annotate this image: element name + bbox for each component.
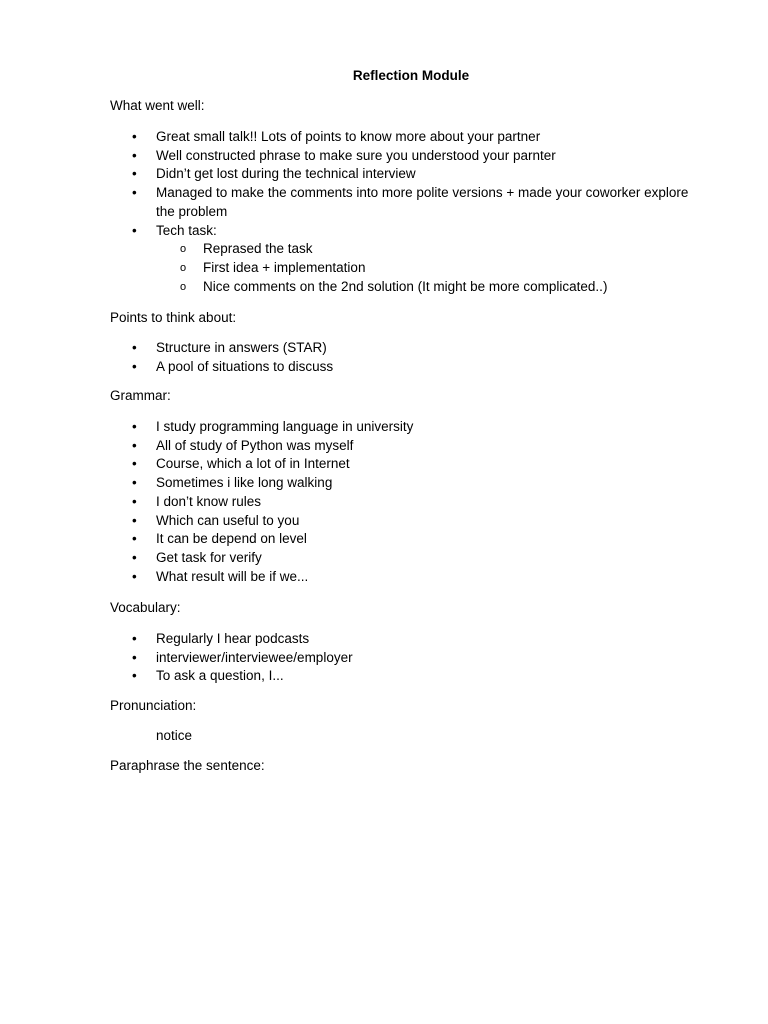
grammar-list xyxy=(110,418,690,586)
list-item: • Didn’t get lost during the technical interview xyxy=(110,165,690,184)
circle-bullet-icon: o xyxy=(180,243,187,256)
list-item: • Get task for verify xyxy=(110,549,690,568)
bullet-icon: • xyxy=(132,419,137,434)
section-heading-grammar: Grammar: xyxy=(110,388,171,403)
list-item: • interviewer/interviewee/employer xyxy=(110,649,690,668)
bullet-icon: • xyxy=(132,493,137,509)
sub-list-item: o Nice comments on the 2nd solution (It might be more complicated..) xyxy=(110,278,690,297)
bullet-icon: • xyxy=(132,358,137,374)
list-item: • Sometimes i like long walking xyxy=(110,474,690,493)
section-heading-think-about: Points to think about: xyxy=(110,310,237,325)
list-item: • Which can useful to you xyxy=(110,512,690,531)
bullet-icon: • xyxy=(132,185,137,201)
list-item: • A pool of situations to discuss xyxy=(110,358,690,377)
tech-task-sublist xyxy=(156,240,690,296)
bullet-icon: • xyxy=(132,649,137,665)
list-item: • Tech task: o Reprased the task o First idea + implementation o Nice comments on the 2nd solution (It might be more complicated..) xyxy=(110,222,690,297)
bullet-icon: • xyxy=(132,147,137,163)
section-heading-vocabulary: Vocabulary: xyxy=(110,600,181,615)
sub-list-item: o Reprased the task xyxy=(110,240,690,259)
bullet-icon: • xyxy=(132,437,137,453)
bullet-icon: • xyxy=(132,512,137,528)
bullet-icon: • xyxy=(132,475,137,491)
circle-bullet-icon: o xyxy=(180,280,187,293)
section-heading-pronunciation: Pronunciation: xyxy=(110,698,197,713)
list-item: • I don’t know rules xyxy=(110,493,690,512)
bullet-icon: • xyxy=(132,631,137,646)
list-item: • All of study of Python was myself xyxy=(110,437,690,456)
section-heading-paraphrase: Paraphrase the sentence: xyxy=(110,758,265,773)
list-item: • I study programming language in university xyxy=(110,418,690,437)
list-item: • Great small talk!! Lots of points to know more about your partner xyxy=(110,128,690,147)
bullet-icon: • xyxy=(132,531,137,547)
document-title: Reflection Module xyxy=(352,68,470,83)
bullet-icon: • xyxy=(132,340,137,355)
bullet-icon: • xyxy=(132,568,137,584)
bullet-icon: • xyxy=(132,668,137,684)
list-item: • Managed to make the comments into more polite versions + made your coworker explore the problem xyxy=(132,185,689,219)
went-well-list xyxy=(110,128,690,296)
bullet-icon: • xyxy=(132,456,137,472)
list-item: • To ask a question, I... xyxy=(110,667,690,686)
list-item: • Structure in answers (STAR) xyxy=(110,339,690,358)
bullet-icon: • xyxy=(132,549,137,565)
pronunciation-word: notice xyxy=(156,728,193,743)
bullet-icon: • xyxy=(132,166,137,182)
vocabulary-list xyxy=(110,630,690,686)
bullet-icon: • xyxy=(132,222,137,238)
list-item: • Well constructed phrase to make sure you understood your parnter xyxy=(110,147,690,166)
sub-list-item: o First idea + implementation xyxy=(110,259,690,278)
section-heading-went-well: What went well: xyxy=(110,98,205,113)
list-item: • Regularly I hear podcasts xyxy=(110,630,690,649)
circle-bullet-icon: o xyxy=(180,261,187,274)
list-item: • What result will be if we... xyxy=(110,568,690,587)
think-about-list xyxy=(110,339,690,376)
list-item: • Course, which a lot of in Internet xyxy=(110,455,690,474)
list-item: • It can be depend on level xyxy=(110,530,690,549)
bullet-icon: • xyxy=(132,129,137,144)
